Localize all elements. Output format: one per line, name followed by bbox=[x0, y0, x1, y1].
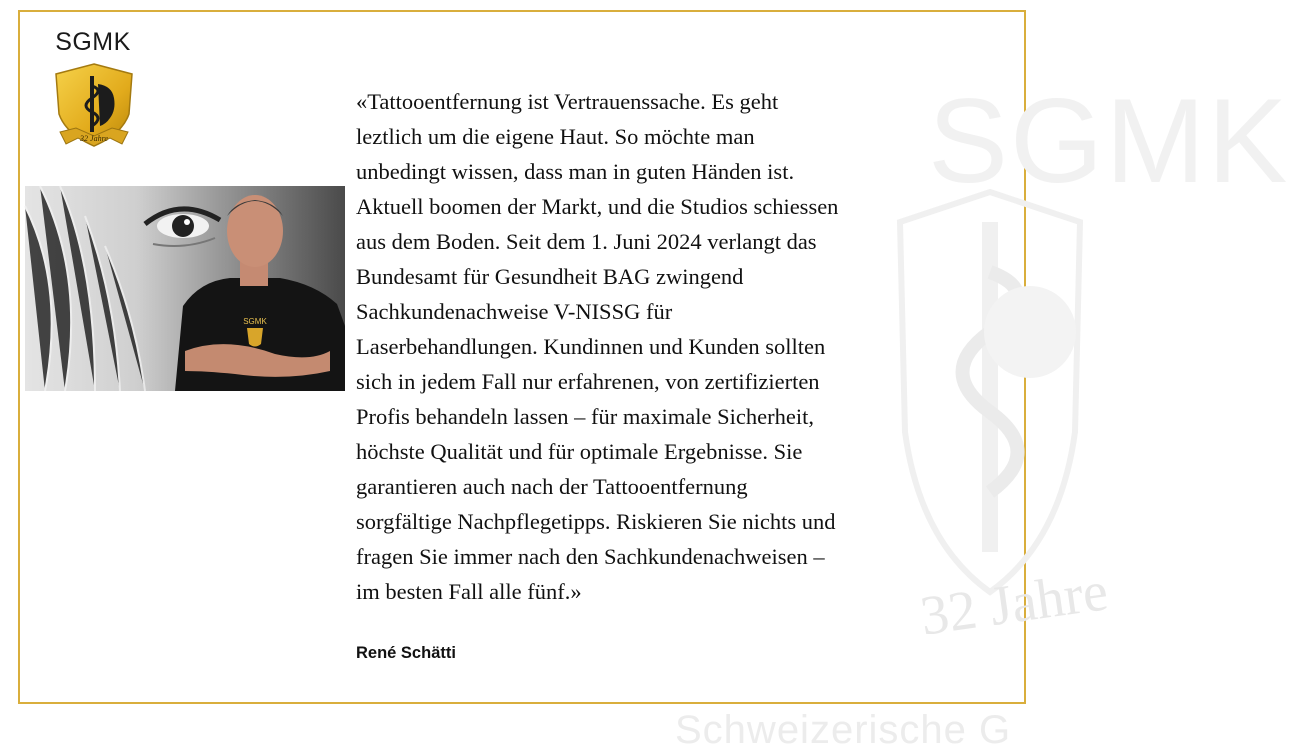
quote-card bbox=[18, 10, 1289, 752]
quote-line: Laserbehandlungen. Kundinnen und Kunden sollten bbox=[356, 334, 826, 359]
quote-line: «Tattooentfernung ist Vertrauenssache. Es geht bbox=[356, 89, 779, 114]
quote-line: Bundesamt für Gesundheit BAG zwingend bbox=[356, 264, 744, 289]
sgmk-logo bbox=[48, 28, 138, 153]
quote-line: sorgfältige Nachpflegetipps. Riskieren Sie nichts und bbox=[356, 509, 836, 534]
shirt-logo-text: SGMK bbox=[243, 317, 267, 326]
quote-line: leztlich um die eigene Haut. So möchte man bbox=[356, 124, 755, 149]
quote-text bbox=[356, 84, 1006, 609]
logo-name: SGMK bbox=[55, 28, 131, 56]
logo-ribbon: 32 Jahre bbox=[80, 134, 108, 143]
quote-line: höchste Qualität und für optimale Ergebnisse. Sie bbox=[356, 439, 803, 464]
portrait-illustration bbox=[25, 186, 345, 391]
quote-author: René Schätti bbox=[356, 644, 456, 662]
quote-line: Aktuell boomen der Markt, und die Studios schiessen bbox=[356, 194, 839, 219]
quote-line: fragen Sie immer nach den Sachkundenachweisen – bbox=[356, 544, 825, 569]
watermark-bottom-text: Schweizerische G bbox=[675, 708, 1012, 752]
watermark-years: 32 Jahre bbox=[916, 560, 1112, 648]
quote-line: garantieren auch nach der Tattooentfernung bbox=[356, 474, 748, 499]
quote-line: im besten Fall alle fünf.» bbox=[356, 579, 582, 604]
quote-line: Profis behandeln lassen – für maximale Sicherheit, bbox=[356, 404, 814, 429]
quote-line: sich in jedem Fall nur erfahrenen, von zertifizierten bbox=[356, 369, 820, 394]
portrait-photo bbox=[25, 186, 345, 391]
quote-line: Sachkundenachweise V-NISSG für bbox=[356, 299, 673, 324]
watermark-title: SGMK bbox=[928, 74, 1289, 208]
shield-caduceus-icon bbox=[52, 62, 136, 152]
quote-line: unbedingt wissen, dass man in guten Händen ist. bbox=[356, 159, 795, 184]
quote-line: aus dem Boden. Seit dem 1. Juni 2024 verlangt das bbox=[356, 229, 817, 254]
